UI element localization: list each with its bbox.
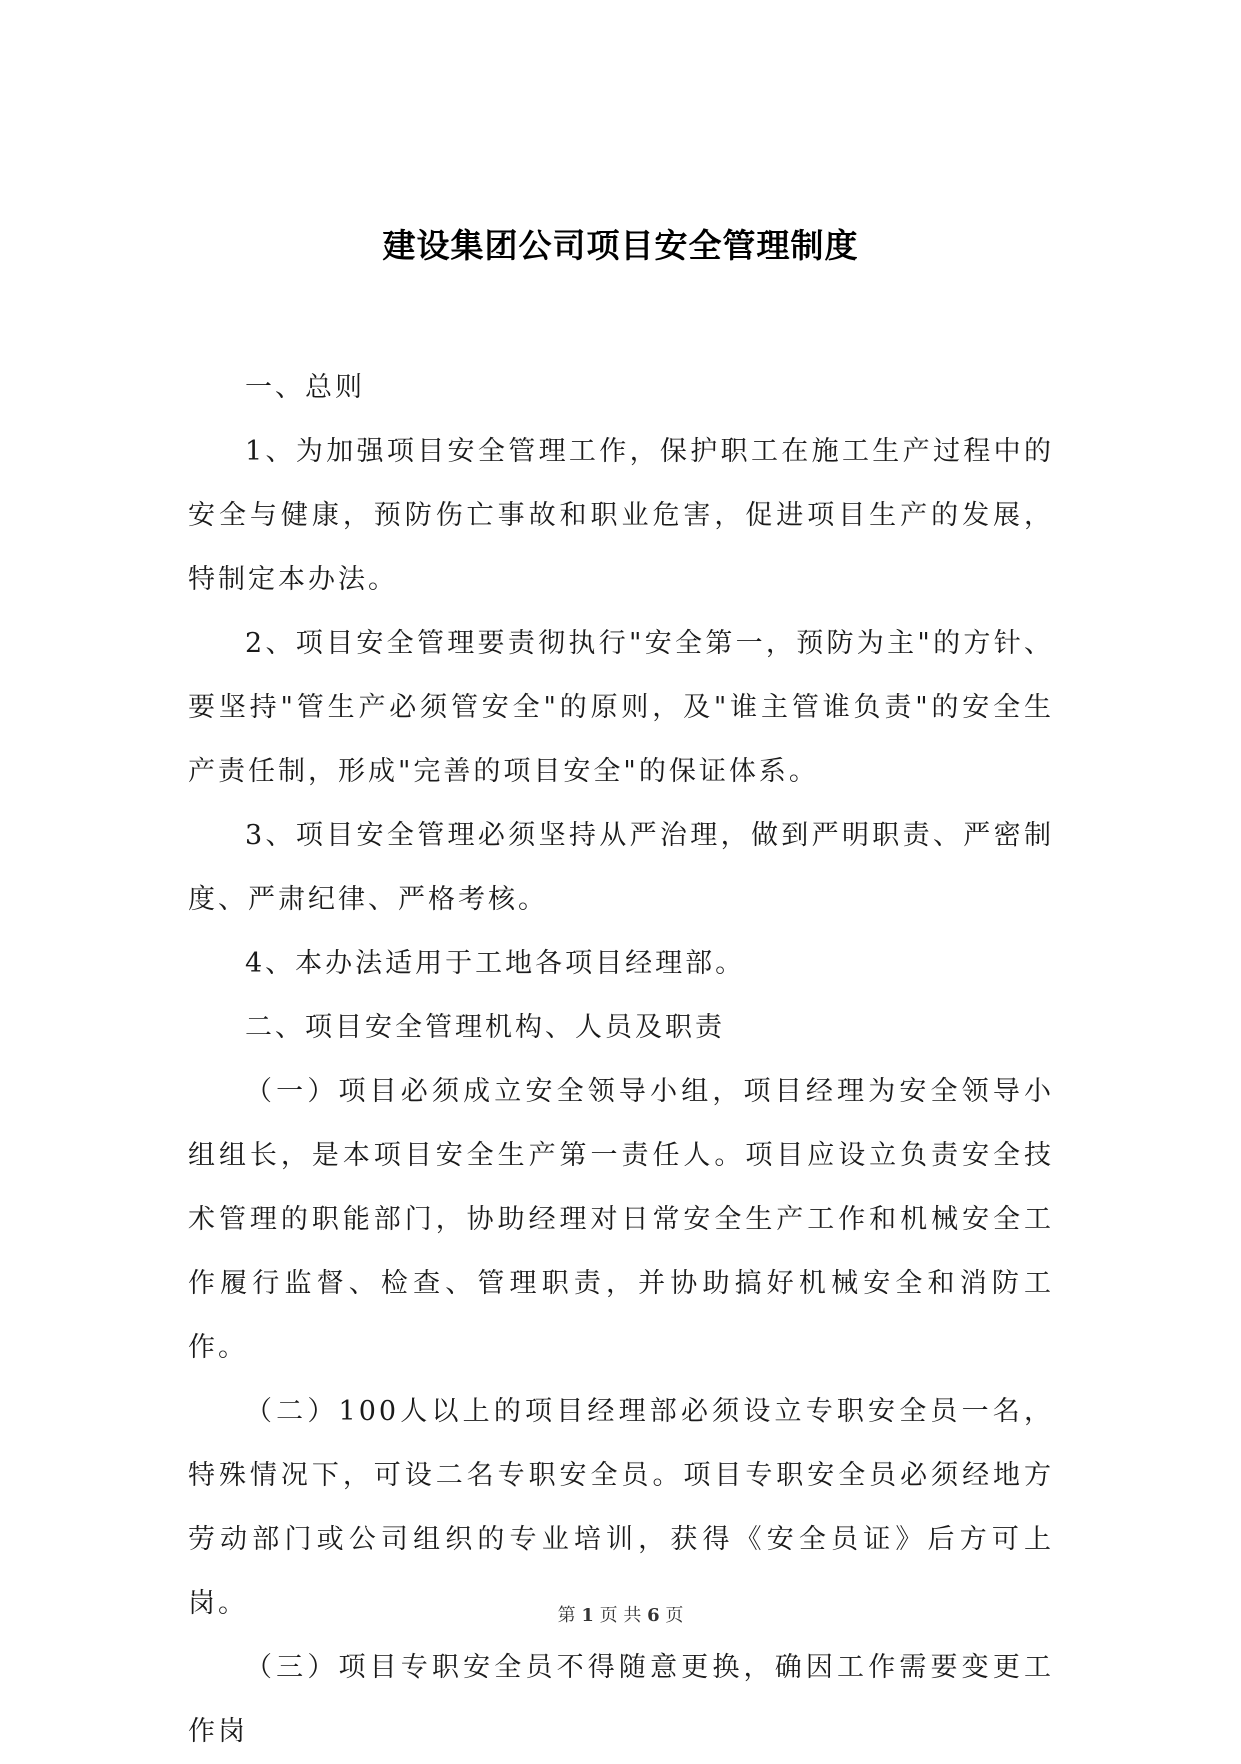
document-body bbox=[188, 356, 1054, 1764]
footer-suffix: 页 bbox=[665, 1605, 684, 1626]
page-footer bbox=[0, 1604, 1241, 1628]
section-heading-general: 一、总则 bbox=[245, 372, 365, 403]
footer-prefix: 第 bbox=[557, 1605, 576, 1626]
paragraph-3: 3、项目安全管理必须坚持从严治理，做到严明职责、严密制度、严肃纪律、严格考核。 bbox=[188, 820, 1054, 915]
footer-current-page: 1 bbox=[581, 1605, 594, 1626]
footer-total-pages: 6 bbox=[647, 1605, 660, 1626]
paragraph-item-3: （三）项目专职安全员不得随意更换，确因工作需要变更工作岗 bbox=[188, 1652, 1054, 1747]
footer-middle: 页 共 bbox=[599, 1605, 642, 1626]
section-heading-organization: 二、项目安全管理机构、人员及职责 bbox=[245, 1012, 725, 1043]
paragraph-item-1: （一）项目必须成立安全领导小组，项目经理为安全领导小组组长，是本项目安全生产第一责任人。项目应设立负责安全技术管理的职能部门，协助经理对日常安全生产工作和机械安全工作履行监督、检查、管理职责，并协助搞好机械安全和消防工作。 bbox=[188, 1076, 1054, 1363]
paragraph-1: 1、为加强项目安全管理工作，保护职工在施工生产过程中的安全与健康，预防伤亡事故和职业危害，促进项目生产的发展，特制定本办法。 bbox=[188, 436, 1054, 595]
paragraph-4: 4、本办法适用于工地各项目经理部。 bbox=[245, 948, 746, 979]
paragraph-2: 2、项目安全管理要责彻执行"安全第一，预防为主"的方针、要坚持"管生产必须管安全"的原则，及"谁主管谁负责"的安全生产责任制，形成"完善的项目安全"的保证体系。 bbox=[188, 628, 1054, 787]
document-title: 建设集团公司项目安全管理制度 bbox=[382, 226, 859, 265]
paragraph-item-2: （二）100人以上的项目经理部必须设立专职安全员一名，特殊情况下，可设二名专职安全员。项目专职安全员必须经地方劳动部门或公司组织的专业培训，获得《安全员证》后方可上岗。 bbox=[188, 1396, 1054, 1619]
